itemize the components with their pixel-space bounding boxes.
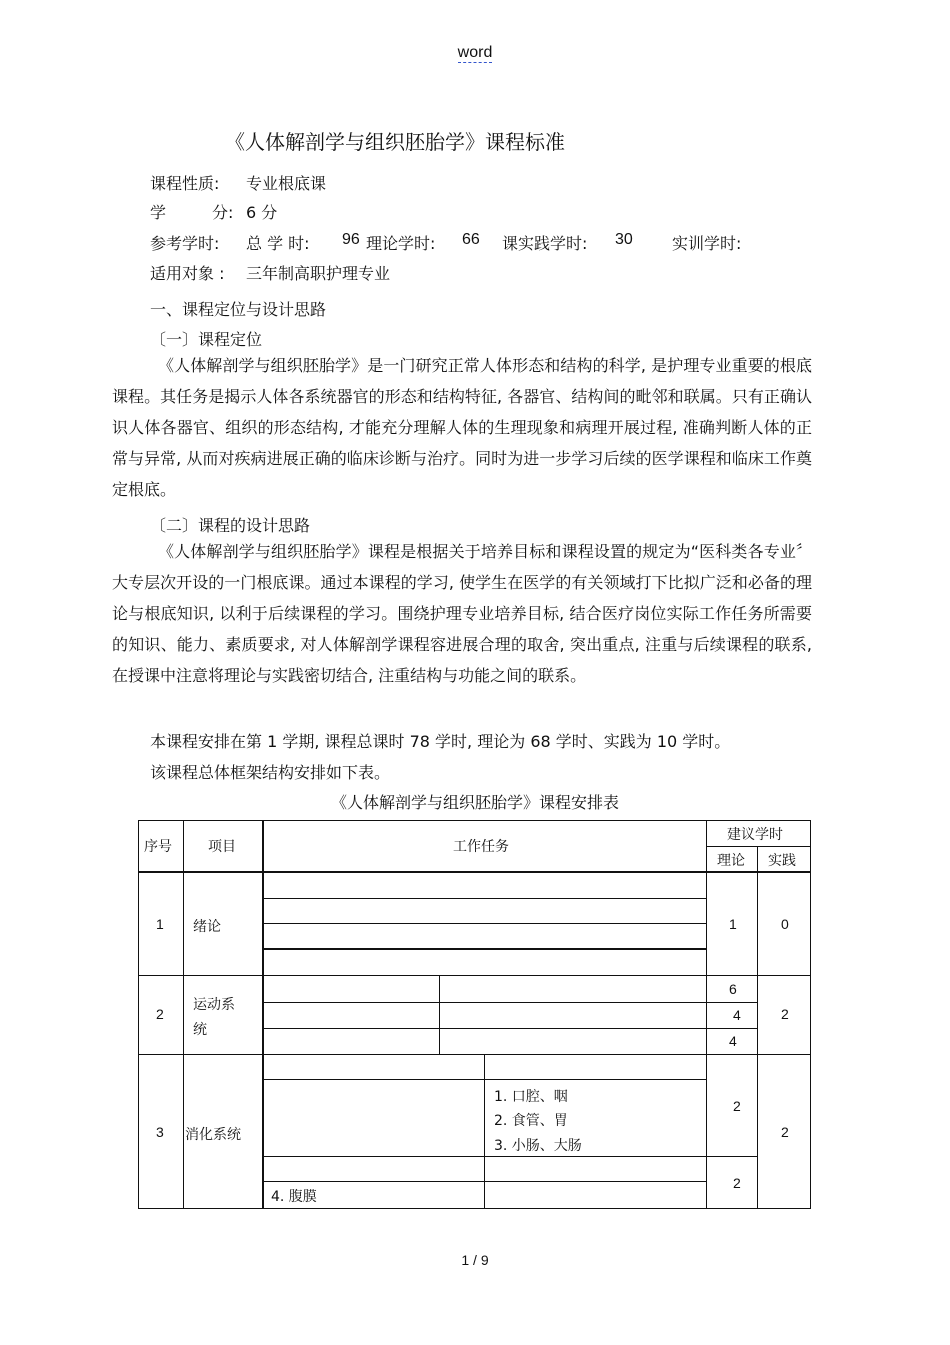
section1-heading: 一、课程定位与设计思路 (150, 300, 327, 319)
sub2-paragraph: 《人体解剖学与组织胚胎学》课程是根据关于培养目标和课程设置的规定为“医科类各专业〞大专层次开设的一门根底课。通过本课程的学习, 使学生在医学的有关领域打下比拟广泛和必备的理论与根底知识, 以利于后续课程的学习。围绕护理专业培养目标, 结合医疗岗位实际工作任务所需要的知识、能力、素质要求, 对人体解剖学课程容进展合理的取舍, 突出重点, 注重与后续课程的联系, 在授课中注意将理论与实践密切结合, 注重结构与功能之间的联系。 (112, 542, 812, 685)
arrangement-line: 本课程安排在第 1 学期, 课程总课时 78 学时, 理论为 68 学时、实践为 10 学时。 (150, 732, 731, 751)
th-practice: 实践 (768, 853, 796, 869)
row2-col-line (439, 975, 440, 1055)
hours-total-label: 总 学 时: (246, 234, 310, 253)
th-task: 工作任务 (453, 839, 509, 855)
row3-task-4: 4. 腹膜 (271, 1189, 317, 1205)
th-item: 项目 (208, 839, 236, 855)
header-split-line (706, 846, 811, 847)
row3-item: 消化系统 (185, 1127, 241, 1143)
sub1-paragraph: 《人体解剖学与组织胚胎学》是一门研究正常人体形态和结构的科学, 是护理专业重要的根底课程。其任务是揭示人体各系统器官的形态和结构特征, 各器官、结构间的毗邻和联属。只有正确认识人体各器官、组织的形态结构, 才能充分理解人体的生理现象和病理开展过程, 准确判断人体的正常与异常, 从而对疾病进展正确的临床诊断与治疗。同时为进一步学习后续的医学课程和临床工作奠定根底。 (112, 356, 812, 499)
row2-item-line1: 运动系 (193, 997, 235, 1013)
row3-line-b (262, 1156, 757, 1157)
hours-training-label: 实训学时: (672, 234, 742, 253)
row3-task-1: 1. 口腔、咽 (494, 1089, 568, 1105)
row2-line-a (262, 1002, 757, 1003)
framework-line: 该课程总体框架结构安排如下表。 (150, 763, 391, 782)
row1-theory: 1 (729, 916, 737, 932)
target-value: 三年制高职护理专业 (246, 264, 391, 283)
row1-seq: 1 (156, 916, 164, 932)
page-header (0, 44, 950, 62)
row2-item-line2: 统 (193, 1022, 207, 1038)
row2-theory-c: 4 (729, 1033, 737, 1049)
th-theory: 理论 (717, 853, 745, 869)
row2-line-b (262, 1028, 757, 1029)
target-label: 适用对象 : (150, 264, 225, 283)
table-border-top (138, 820, 811, 821)
row1-item: 绪论 (193, 919, 221, 935)
row3-practice: 2 (781, 1124, 789, 1140)
credit-label-2: 分: (212, 203, 234, 222)
th-seq: 序号 (144, 839, 172, 855)
col-line-task (706, 820, 707, 1209)
row1-line-c (262, 948, 707, 950)
th-suggested-hours: 建议学时 (727, 827, 783, 843)
table-border-right (810, 820, 811, 1209)
row1-practice: 0 (781, 916, 789, 932)
row3-seq: 3 (156, 1124, 164, 1140)
col-line-item (262, 820, 264, 1209)
row3-line-c (262, 1181, 707, 1182)
document-title: 《人体解剖学与组织胚胎学》课程标准 (225, 130, 565, 154)
row3-theory-b: 2 (733, 1175, 741, 1191)
page-header-text: word (457, 44, 493, 61)
row2-theory-b: 4 (733, 1007, 741, 1023)
header-bottom-line (138, 871, 811, 873)
col-line-seq (183, 820, 184, 1209)
row3-col-line (484, 1054, 485, 1209)
row3-task-2: 2. 食管、胃 (494, 1113, 568, 1129)
sub2-heading: 〔二〕课程的设计思路 (150, 516, 311, 535)
row2-practice: 2 (781, 1006, 789, 1022)
row3-line-a (262, 1079, 707, 1080)
col-line-theory (757, 846, 758, 1209)
nature-value: 专业根底课 (246, 174, 327, 193)
hours-practice-value: 30 (615, 231, 633, 248)
table-border-bottom (138, 1208, 811, 1209)
credit-label-1: 学 (150, 203, 167, 222)
hours-total-value: 96 (342, 231, 360, 248)
sub1-heading: 〔一〕课程定位 (150, 330, 263, 349)
hours-theory-value: 66 (462, 231, 480, 248)
row3-theory-a: 2 (733, 1098, 741, 1114)
nature-label: 课程性质: (150, 174, 220, 193)
table-border-left (138, 820, 139, 1209)
row1-bottom-line (138, 975, 811, 976)
row2-bottom-line (138, 1054, 811, 1055)
row2-seq: 2 (156, 1006, 164, 1022)
hours-label: 参考学时: (150, 234, 220, 253)
row2-theory-a: 6 (729, 981, 737, 997)
credit-value: 6 分 (246, 203, 278, 222)
row1-line-a (262, 898, 707, 899)
hours-theory-label: 理论学时: (366, 234, 436, 253)
row1-line-b (262, 923, 707, 924)
page-number: 1 / 9 (461, 1252, 489, 1268)
table-caption: 《人体解剖学与组织胚胎学》课程安排表 (330, 793, 619, 812)
row3-task-3: 3. 小肠、大肠 (494, 1138, 582, 1154)
hours-practice-label: 课实践学时: (502, 234, 588, 253)
